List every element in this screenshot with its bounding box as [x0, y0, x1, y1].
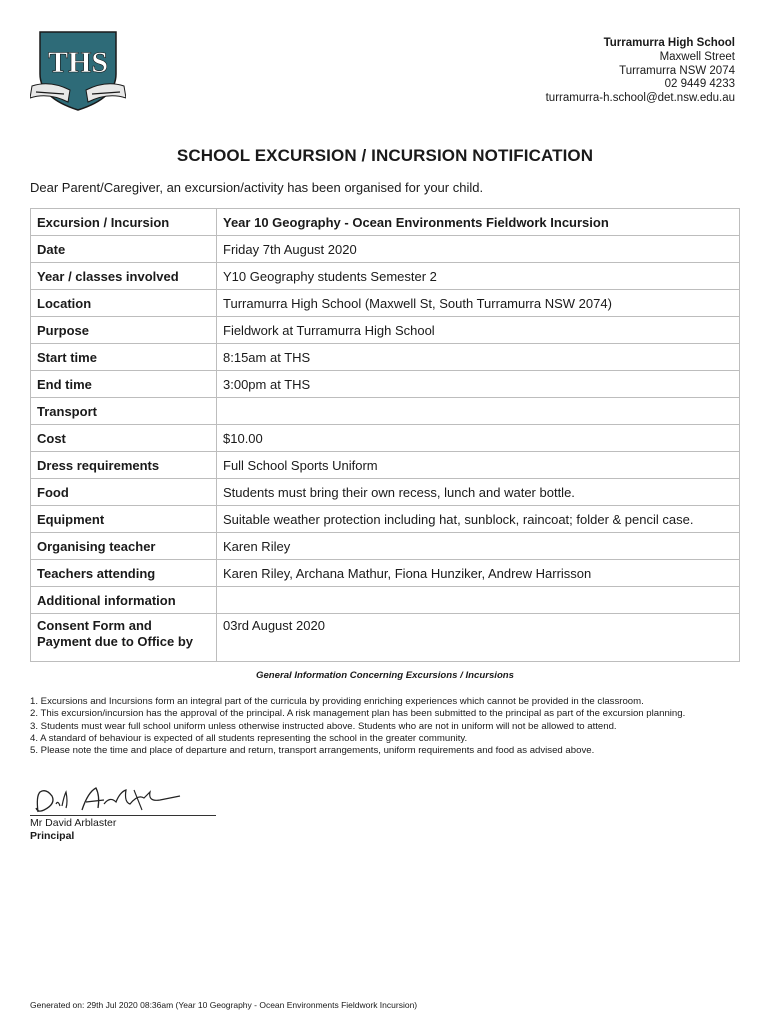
- table-row: [31, 560, 740, 587]
- principal-role: Principal: [30, 830, 75, 842]
- list-item: 3. Students must wear full school uniform unless otherwise instructed above. Students who are not in uniform will not be allowed to attend.: [30, 720, 617, 732]
- row-label: End time: [31, 371, 217, 398]
- row-label-line: Payment due to Office by: [37, 634, 194, 649]
- general-info-list: [30, 696, 740, 757]
- row-value: [217, 398, 740, 425]
- table-row: [31, 236, 740, 263]
- row-label: Organising teacher: [31, 533, 217, 560]
- page-title: SCHOOL EXCURSION / INCURSION NOTIFICATION: [176, 146, 594, 165]
- list-item: 4. A standard of behaviour is expected of all students representing the school in the greater community.: [30, 732, 468, 744]
- row-value: Turramurra High School (Maxwell St, South Turramurra NSW 2074): [217, 290, 740, 317]
- table-row: [31, 425, 740, 452]
- table-row: [31, 587, 740, 614]
- generated-footer: Generated on: 29th Jul 2020 08:36am (Year 10 Geography - Ocean Environments Fieldwork Incursion): [30, 1000, 418, 1010]
- intro-text: Dear Parent/Caregiver, an excursion/activity has been organised for your child.: [30, 180, 484, 195]
- row-value: $10.00: [217, 425, 740, 452]
- school-logo: [30, 28, 126, 112]
- table-row: [31, 263, 740, 290]
- table-row: [31, 371, 740, 398]
- table-row: [31, 614, 740, 662]
- row-label: Date: [31, 236, 217, 263]
- row-label: Teachers attending: [31, 560, 217, 587]
- row-value: Full School Sports Uniform: [217, 452, 740, 479]
- table-row: [31, 209, 740, 236]
- table-row: [31, 506, 740, 533]
- table-row: [31, 317, 740, 344]
- row-label: [31, 614, 217, 662]
- row-value: 03rd August 2020: [217, 614, 740, 662]
- school-contact: [546, 37, 735, 106]
- row-label: Purpose: [31, 317, 217, 344]
- list-item: 5. Please note the time and place of departure and return, transport arrangements, uniform requirements and food as advised above.: [30, 745, 595, 757]
- general-info-heading: General Information Concerning Excursions / Incursions: [255, 670, 514, 681]
- row-label: Additional information: [31, 587, 217, 614]
- table-row: [31, 533, 740, 560]
- row-label: Transport: [31, 398, 217, 425]
- table-row: [31, 398, 740, 425]
- excursion-details-table: [30, 208, 740, 662]
- row-label-line: Consent Form and: [37, 618, 152, 633]
- table-row: [31, 452, 740, 479]
- svg-text:THS: THS: [47, 46, 109, 79]
- principal-name: Mr David Arblaster: [30, 817, 117, 829]
- row-value: 8:15am at THS: [217, 344, 740, 371]
- row-value: Students must bring their own recess, lunch and water bottle.: [217, 479, 740, 506]
- row-label: Start time: [31, 344, 217, 371]
- signature-line: [30, 815, 216, 816]
- row-value: Y10 Geography students Semester 2: [217, 263, 740, 290]
- school-street: Maxwell Street: [659, 50, 735, 63]
- row-label: Year / classes involved: [31, 263, 217, 290]
- school-phone: 02 9449 4233: [664, 78, 735, 91]
- row-value: [217, 587, 740, 614]
- row-value: Friday 7th August 2020: [217, 236, 740, 263]
- row-value: 3:00pm at THS: [217, 371, 740, 398]
- row-label: Cost: [31, 425, 217, 452]
- table-row: [31, 290, 740, 317]
- row-label: Equipment: [31, 506, 217, 533]
- row-value: Year 10 Geography - Ocean Environments Fieldwork Incursion: [217, 209, 740, 236]
- row-value: Suitable weather protection including hat, sunblock, raincoat; folder & pencil case.: [217, 506, 740, 533]
- row-value: Karen Riley: [217, 533, 740, 560]
- school-email: turramurra-h.school@det.nsw.edu.au: [545, 92, 735, 105]
- row-label: Food: [31, 479, 217, 506]
- row-label: Location: [31, 290, 217, 317]
- school-suburb: Turramurra NSW 2074: [619, 64, 735, 77]
- table-row: [31, 479, 740, 506]
- row-label: Dress requirements: [31, 452, 217, 479]
- row-value: Fieldwork at Turramurra High School: [217, 317, 740, 344]
- list-item: 1. Excursions and Incursions form an integral part of the curricula by providing enriching experiences which cannot be provided in the classroom.: [30, 696, 644, 707]
- principal-signature: [30, 782, 216, 816]
- row-label: Excursion / Incursion: [31, 209, 217, 236]
- row-value: Karen Riley, Archana Mathur, Fiona Hunziker, Andrew Harrisson: [217, 560, 740, 587]
- table-row: [31, 344, 740, 371]
- school-name: Turramurra High School: [603, 37, 735, 49]
- list-item: 2. This excursion/incursion has the approval of the principal. A risk management plan has been submitted to the principal as part of the excursion planning.: [30, 708, 686, 720]
